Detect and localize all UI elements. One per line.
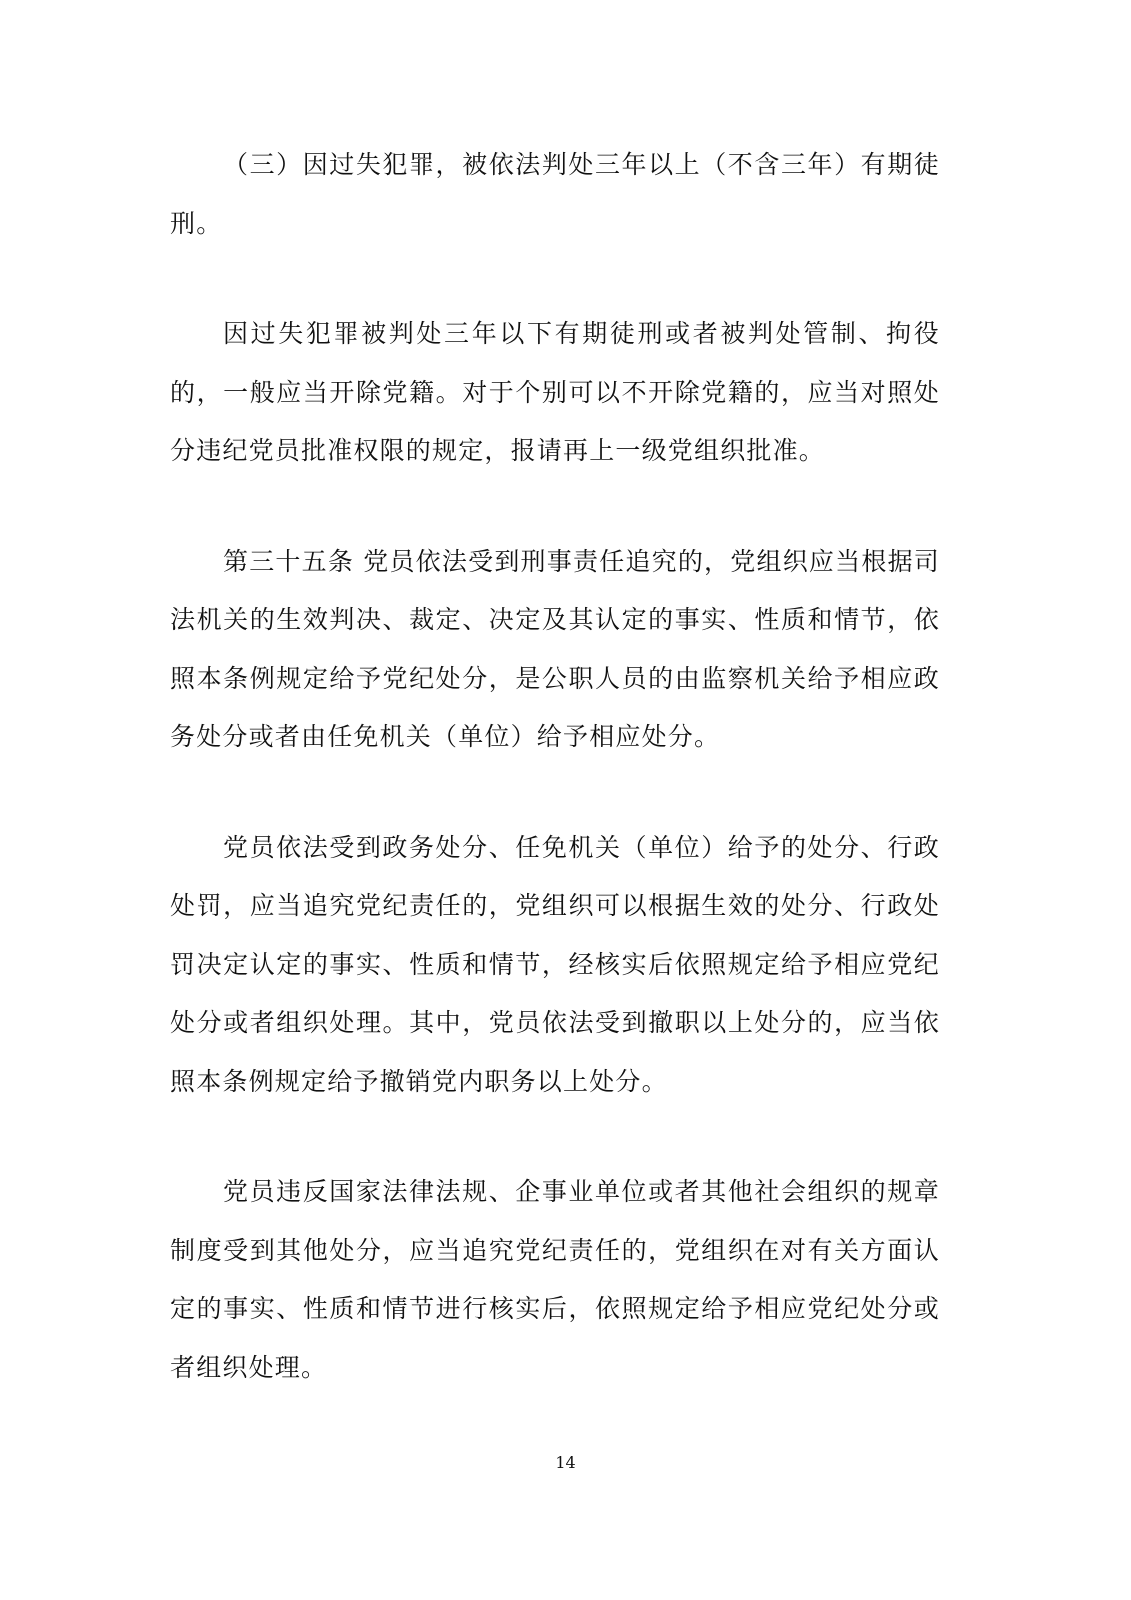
paragraph-administrative-sanction: 党员依法受到政务处分、任免机关（单位）给予的处分、行政处罚，应当追究党纪责任的，党组织可以根据生效的处分、行政处罚决定认定的事实、性质和情节，经核实后依照规定给予相应党纪处分或者组织处理。其中，党员依法受到撤职以上处分的，应当依照本条例规定给予撤销党内职务以上处分。 bbox=[170, 832, 940, 1096]
paragraph-item-3: （三）因过失犯罪，被依法判处三年以上（不含三年）有期徒刑。 bbox=[170, 150, 940, 238]
page-number: 14 bbox=[555, 1453, 576, 1472]
paragraph-regulation-violation: 党员违反国家法律法规、企事业单位或者其他社会组织的规章制度受到其他处分，应当追究党纪责任的，党组织在对有关方面认定的事实、性质和情节进行核实后，依照规定给予相应党纪处分或者组织处理。 bbox=[170, 1177, 940, 1382]
paragraph-article-35: 第三十五条 党员依法受到刑事责任追究的，党组织应当根据司法机关的生效判决、裁定、决定及其认定的事实、性质和情节，依照本条例规定给予党纪处分，是公职人员的由监察机关给予相应政务处分或者由任免机关（单位）给予相应处分。 bbox=[170, 546, 940, 751]
document-body bbox=[170, 136, 940, 1449]
paragraph-negligent-crime-expulsion: 因过失犯罪被判处三年以下有期徒刑或者被判处管制、拘役的，一般应当开除党籍。对于个别可以不开除党籍的，应当对照处分违纪党员批准权限的规定，报请再上一级党组织批准。 bbox=[170, 319, 940, 465]
